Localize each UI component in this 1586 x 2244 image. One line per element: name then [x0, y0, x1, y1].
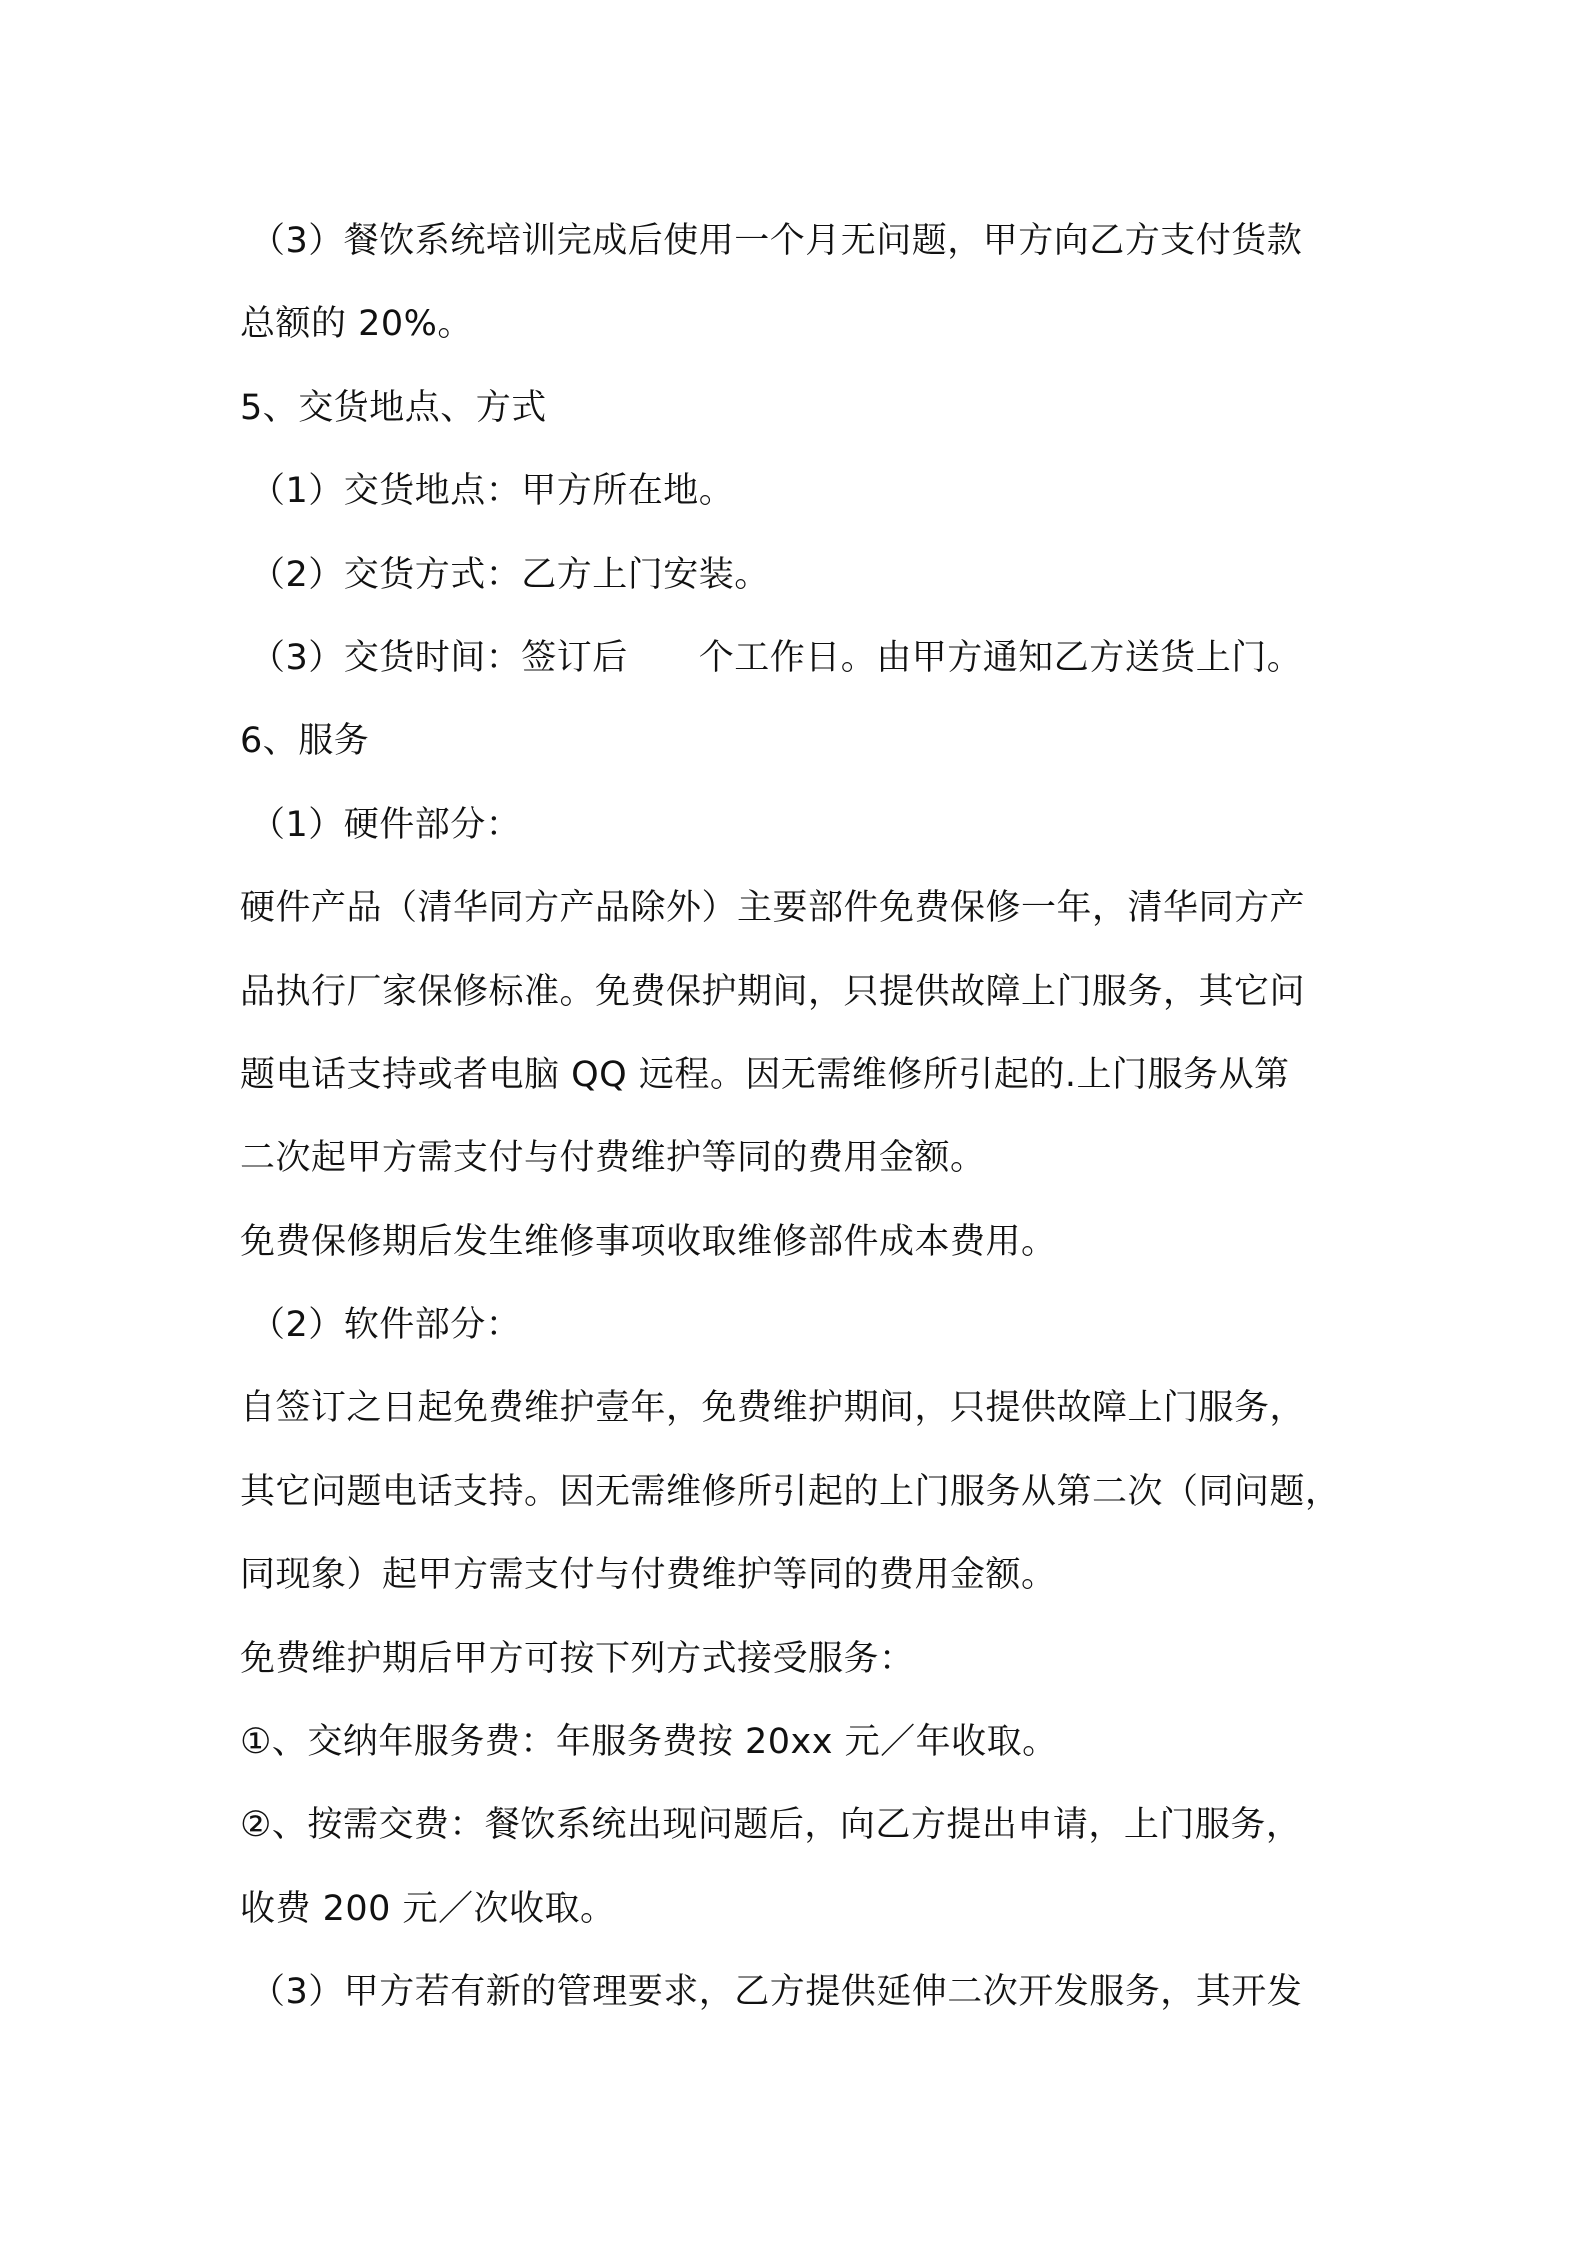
section-heading-delivery: 5、交货地点、方式 [240, 387, 547, 428]
hardware-paragraph-line-2: 品执行厂家保修标准。免费保护期间，只提供故障上门服务，其它问 [240, 971, 1306, 1012]
software-paragraph-line-2: 其它问题电话支持。因无需维修所引起的上门服务从第二次（同问题， [240, 1471, 1341, 1512]
hardware-paragraph-line-1: 硬件产品（清华同方产品除外）主要部件免费保修一年，清华同方产 [240, 888, 1306, 929]
paragraph-payment-item-3-cont: 总额的 20%。 [240, 304, 473, 345]
hardware-paragraph-line-3: 题电话支持或者电脑 QQ 远程。因无需维修所引起的.上门服务从第 [240, 1054, 1290, 1095]
service-option-annual-fee: ①、交纳年服务费：年服务费按 20xx 元／年收取。 [240, 1722, 1058, 1763]
hardware-paragraph-line-4: 二次起甲方需支付与付费维护等同的费用金额。 [240, 1138, 986, 1179]
delivery-item-time: （3）交货时间：签订后 个工作日。由甲方通知乙方送货上门。 [250, 637, 1303, 678]
service-hardware-heading: （1）硬件部分： [250, 804, 522, 845]
document-body [240, 200, 1360, 2035]
service-item-3-development: （3）甲方若有新的管理要求，乙方提供延伸二次开发服务，其开发 [250, 1972, 1303, 2013]
software-paragraph-line-3: 同现象）起甲方需支付与付费维护等同的费用金额。 [240, 1555, 1057, 1596]
service-option-on-demand-cont: 收费 200 元／次收取。 [240, 1888, 616, 1929]
paragraph-payment-item-3: （3）餐饮系统培训完成后使用一个月无问题，甲方向乙方支付货款 [250, 221, 1303, 261]
section-heading-service: 6、服务 [240, 721, 370, 762]
delivery-item-method: （2）交货方式：乙方上门安装。 [250, 554, 770, 595]
service-software-heading: （2）软件部分： [250, 1305, 522, 1346]
hardware-after-warranty: 免费保修期后发生维修事项收取维修部件成本费用。 [240, 1221, 1057, 1262]
software-after-maintenance: 免费维护期后甲方可按下列方式接受服务： [240, 1638, 915, 1679]
software-paragraph-line-1: 自签订之日起免费维护壹年，免费维护期间，只提供故障上门服务， [240, 1388, 1306, 1429]
service-option-on-demand: ②、按需交费：餐饮系统出现问题后，向乙方提出申请，上门服务， [240, 1805, 1302, 1846]
delivery-item-location: （1）交货地点：甲方所在地。 [250, 471, 735, 512]
